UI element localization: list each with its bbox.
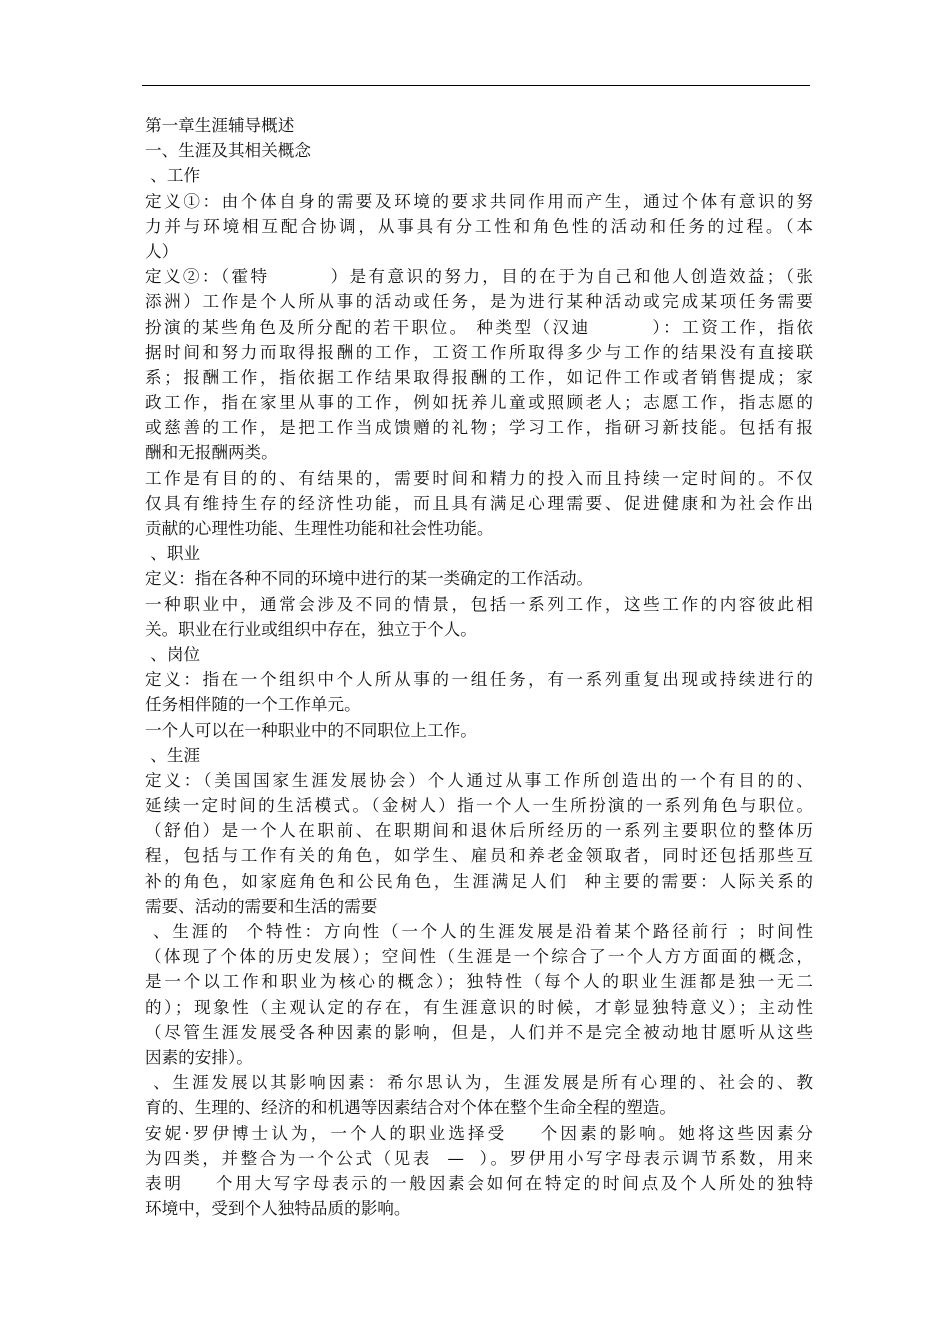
- text-line: 一种职业中，通常会涉及不同的情景，包括一系列工作，这些工作的内容彼此相: [145, 594, 813, 614]
- text-line: 环境中，受到个人独特品质的影响。: [145, 1199, 411, 1219]
- text-line: 据时间和努力而取得报酬的工作，工资工作所取得多少与工作的结果没有直接联: [145, 342, 813, 362]
- text-line: 政工作，指在家里从事的工作，例如抚养儿童或照顾老人；志愿工作，指志愿的: [145, 393, 813, 413]
- text-line: 工作是有目的的、有结果的，需要时间和精力的投入而且持续一定时间的。不仅: [145, 468, 813, 488]
- text-line: 定义：（美国国家生涯发展协会）个人通过从事工作所创造出的一个有目的的、: [145, 770, 813, 790]
- text-line: 、生涯: [145, 745, 201, 765]
- text-line: 、生涯的 个特性：方向性（一个人的生涯发展是沿着某个路径前行 ；时间性: [145, 922, 813, 941]
- text-line: 定义①：由个体自身的需要及环境的要求共同作用而产生，通过个体有意识的努: [145, 191, 813, 211]
- text-line: 定义：指在一个组织中个人所从事的一组任务，有一系列重复出现或持续进行的: [145, 670, 813, 690]
- text-line: 一个人可以在一种职业中的不同职位上工作。: [145, 720, 477, 740]
- header-rule: [142, 85, 810, 86]
- text-line: 育的、生理的、经济的和机遇等因素结合对个体在整个生命全程的塑造。: [145, 1098, 676, 1118]
- text-line: 、岗位: [145, 644, 201, 664]
- text-line: 程，包括与工作有关的角色，如学生、雇员和养老金领取者，同时还包括那些互: [145, 846, 813, 866]
- text-line: 延续一定时间的生活模式。（金树人）指一个人一生所扮演的一系列角色与职位。: [145, 796, 813, 816]
- text-line: 、职业: [145, 544, 201, 564]
- text-line: 酬和无报酬两类。: [145, 443, 278, 463]
- text-line: 的）；现象性（主观认定的存在，有生涯意识的时候，才彰显独特意义）；主动性: [145, 997, 813, 1017]
- text-line: 需要、活动的需要和生活的需要: [145, 896, 378, 916]
- text-line: 人）: [145, 241, 179, 261]
- text-line: 、工作: [145, 166, 201, 186]
- text-line: 、生涯发展以其影响因素：希尔思认为，生涯发展是所有心理的、社会的、教: [145, 1073, 813, 1093]
- text-line: 扮演的某些角色及所分配的若干职位。 种类型（汉迪 ）：工资工作，指依: [145, 317, 813, 337]
- text-line: 安妮·罗伊博士认为，一个人的职业选择受 个因素的影响。她将这些因素分: [145, 1123, 813, 1143]
- text-line: （舒伯）是一个人在职前、在职期间和退休后所经历的一系列主要职位的整体历: [145, 821, 813, 841]
- text-line: 或慈善的工作，是把工作当成馈赠的礼物；学习工作，指研习新技能。包括有报: [145, 418, 813, 438]
- text-line: （尽管生涯发展受各种因素的影响，但是，人们并不是完全被动地甘愿听从这些: [145, 1022, 813, 1042]
- document-body: [145, 113, 813, 1221]
- text-line: 定义：指在各种不同的环境中进行的某一类确定的工作活动。: [145, 569, 594, 589]
- text-line: 补的角色，如家庭角色和公民角色，生涯满足人们 种主要的需要：人际关系的: [145, 871, 813, 891]
- text-line: 第一章生涯辅导概述: [145, 116, 295, 135]
- text-line: 添洲）工作是个人所从事的活动或任务，是为进行某种活动或完成某项任务需要: [145, 292, 813, 312]
- text-line: 力并与环境相互配合协调，从事具有分工性和角色性的活动和任务的过程。（本: [145, 216, 813, 236]
- text-line: 关。职业在行业或组织中存在，独立于个人。: [145, 619, 477, 639]
- text-line: 是一个以工作和职业为核心的概念）；独特性（每个人的职业生涯都是独一无二: [145, 972, 813, 992]
- text-line: 表明 个用大写字母表示的一般因素会如何在特定的时间点及个人所处的独特: [145, 1173, 813, 1193]
- text-line: 定义②：（霍特 ）是有意识的努力，目的在于为自己和他人创造效益；（张: [145, 267, 813, 287]
- text-line: 贡献的心理性功能、生理性功能和社会性功能。: [145, 519, 494, 538]
- text-line: 因素的安排）。: [145, 1047, 253, 1067]
- text-line: 任务相伴随的一个工作单元。: [145, 695, 361, 715]
- text-line: 系；报酬工作，指依据工作结果取得报酬的工作，如记件工作或者销售提成；家: [145, 367, 813, 387]
- text-line: 为四类，并整合为一个公式（见表 — ）。罗伊用小写字母表示调节系数，用来: [145, 1148, 813, 1168]
- text-line: 一、生涯及其相关概念: [145, 141, 311, 161]
- text-line: （体现了个体的历史发展）；空间性（生涯是一个综合了一个人方方面面的概念，: [145, 947, 813, 967]
- text-line: 仅具有维持生存的经济性功能，而且具有满足心理需要、促进健康和为社会作出: [145, 493, 813, 513]
